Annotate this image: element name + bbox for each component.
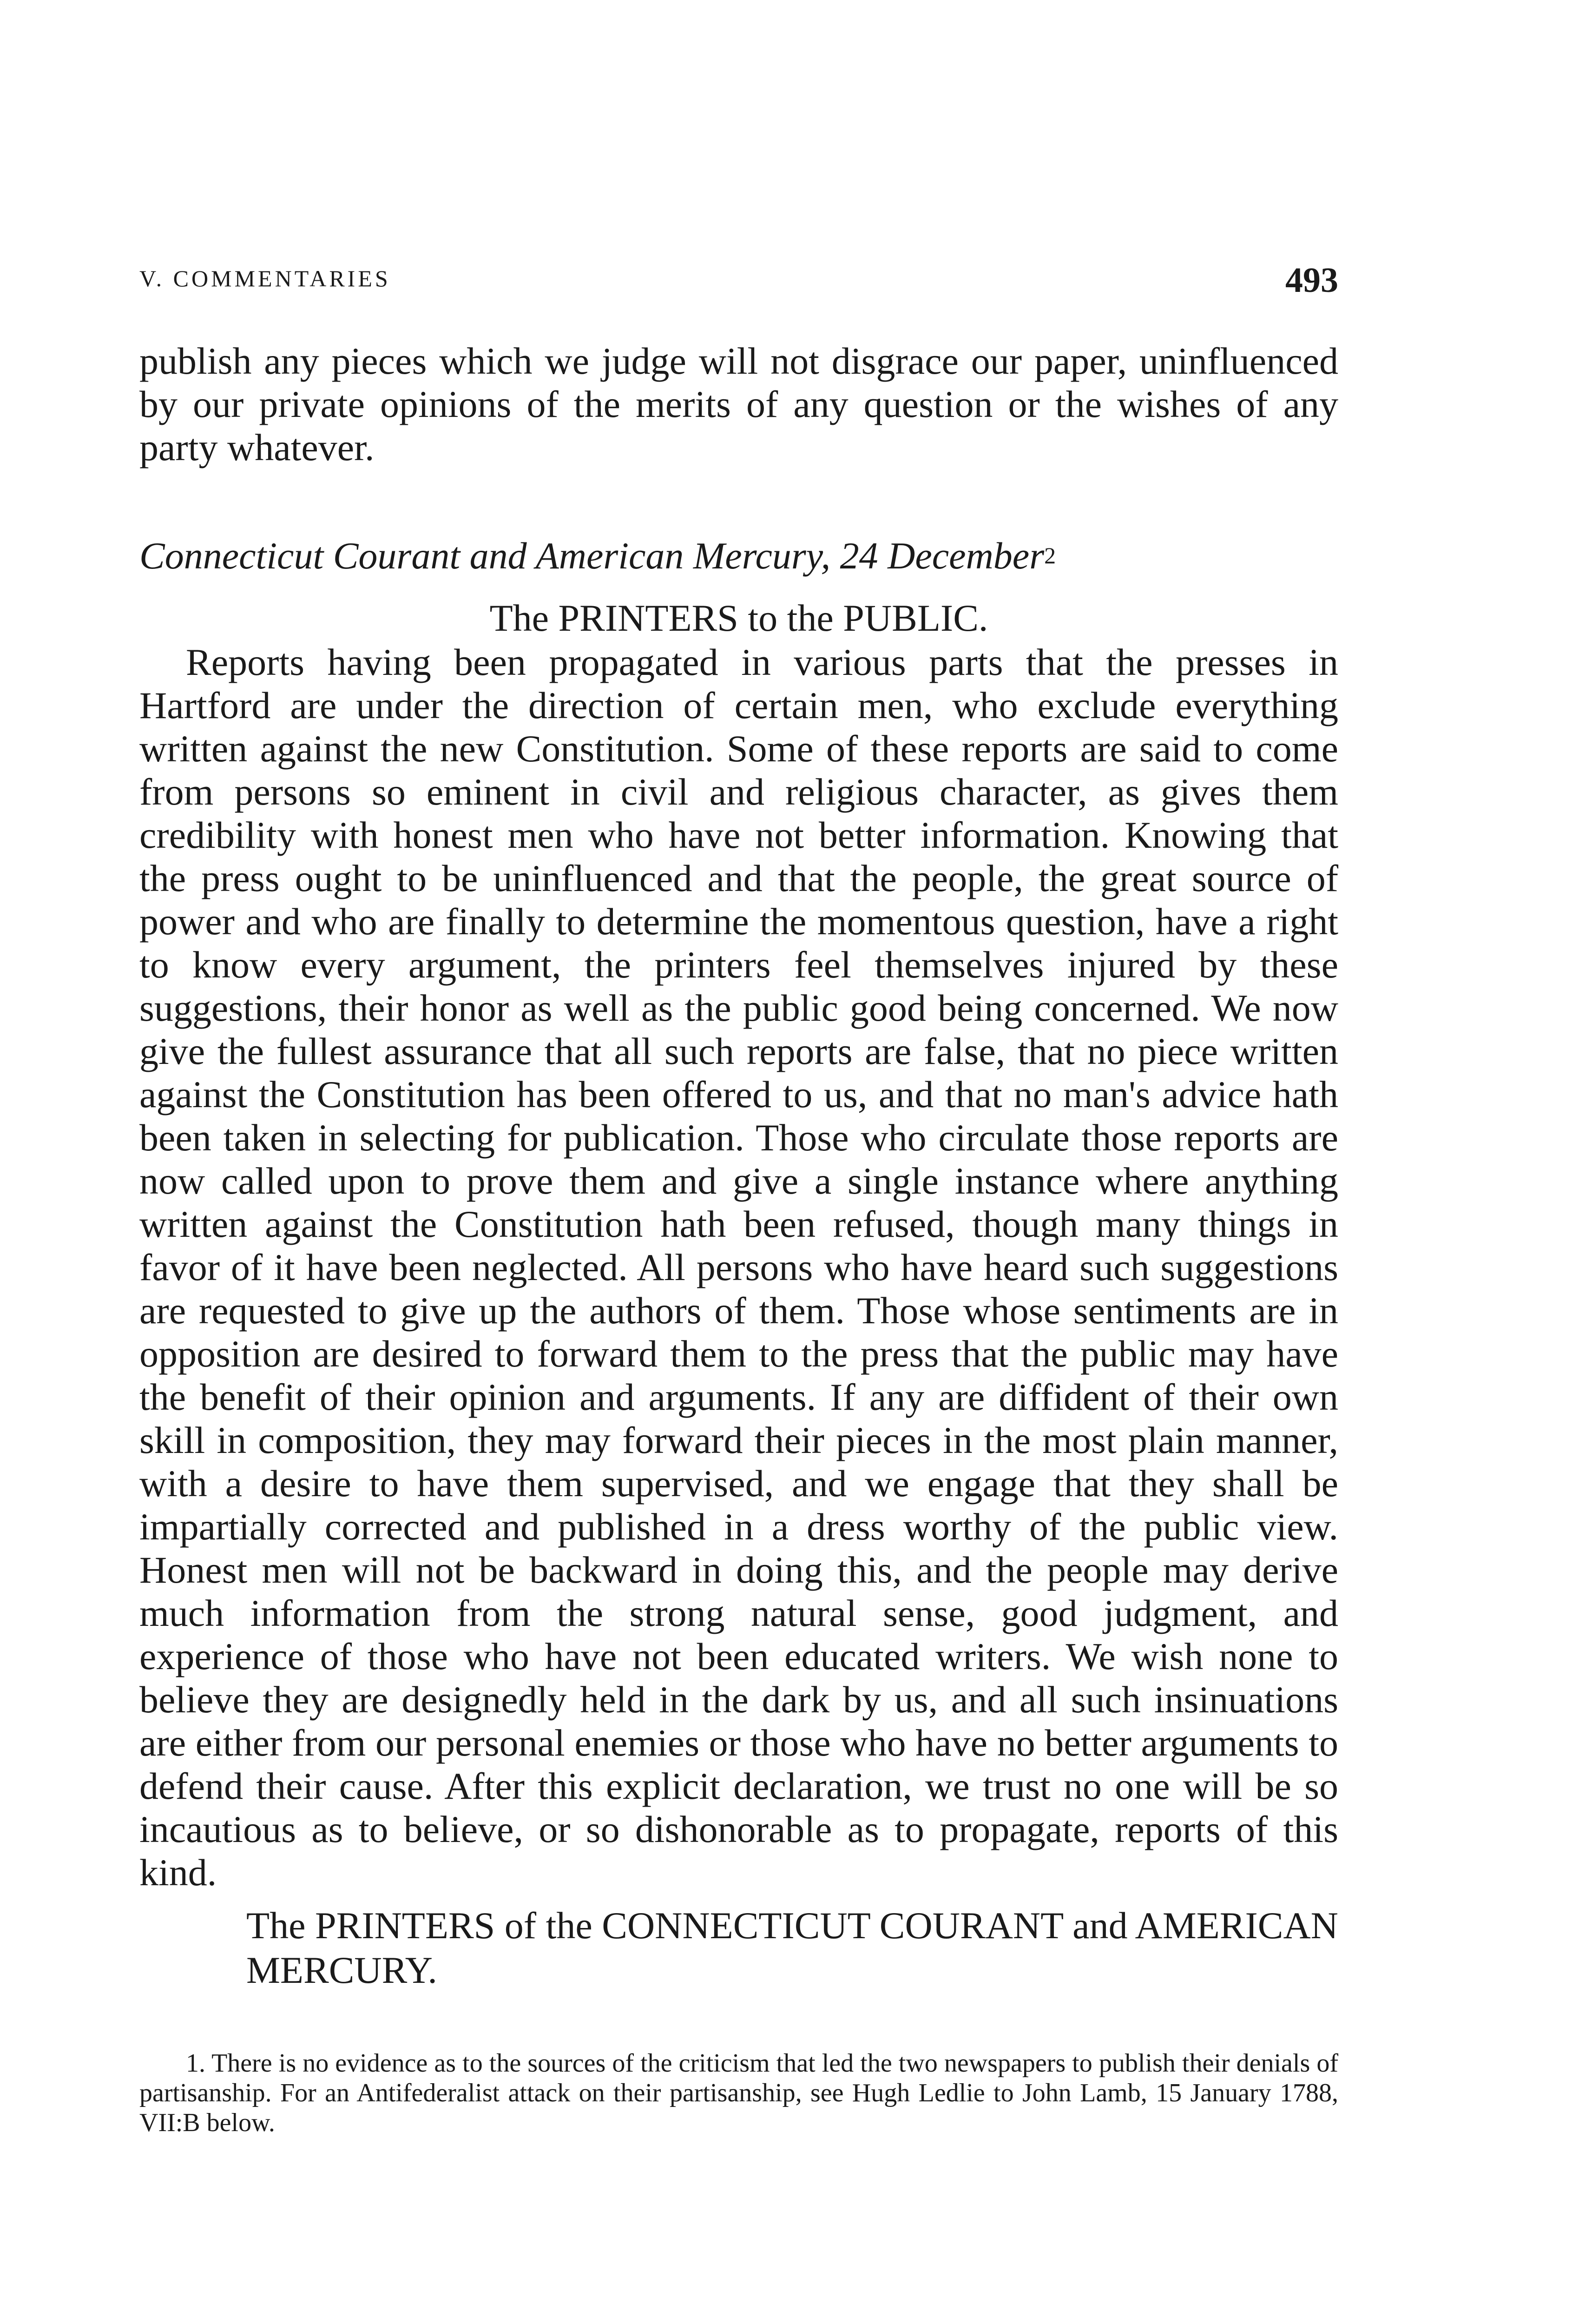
- article-body: Reports having been propagated in various parts that the presses in Hartford are under the direction of certain men, who exclude everything written against the new Constitution. Some of these reports are said to come from persons so eminent in civil and religious character, as gives them credibility with honest men who have not better information. Knowing that the press ought to be uninfluenced and that the people, the great source of power and who are finally to determine the momentous question, have a right to know every argument, the printers feel themselves injured by these suggestions, their honor as well as the public good being concerned. We now give the fullest assurance that all such reports are false, that no piece written against the Constitution has been offered to us, and that no man's advice hath been taken in selecting for publication. Those who circulate those reports are now called upon to prove them and give a single instance where anything written against the Constitution hath been refused, though many things in favor of it have been neglected. All persons who have heard such suggestions are requested to give up the authors of them. Those whose sentiments are in opposition are desired to forward them to the press that the public may have the benefit of their opinion and arguments. If any are diffident of their own skill in composition, they may forward their pieces in the most plain manner, with a desire to have them supervised, and we engage that they shall be impartially corrected and published in a dress worthy of the public view. Honest men will not be backward in doing this, and the people may derive much information from the strong natural sense, good judgment, and experience of those who have not been educated writers. We wish none to believe they are designedly held in the dark by us, and all such insinuations are either from our personal enemies or those who have no better arguments to defend their cause. After this explicit declaration, we trust no one will be so incautious as to believe, or so dishonorable as to propagate, reports of this kind.: [139, 641, 1338, 1894]
- note-reference: 2: [1044, 542, 1056, 568]
- page-number: 493: [1285, 261, 1338, 300]
- page-content: [139, 339, 1338, 2138]
- continuation-paragraph: publish any pieces which we judge will not disgrace our paper, uninfluenced by our private opinions of the merits of any question or the wishes of any party whatever.: [139, 340, 1338, 469]
- article-headline: The PRINTERS to the PUBLIC.: [489, 597, 988, 639]
- footnote: 1. There is no evidence as to the sources of the criticism that led the two newspapers to publish their denials of partisanship. For an Antifederalist attack on their partisanship, see Hugh Ledlie to John Lamb, 15 January 1788, VII:B below.: [139, 2049, 1338, 2137]
- source-title: Connecticut Courant and American Mercury, 24 December: [139, 535, 1045, 577]
- article-signature: The PRINTERS of the CONNECTICUT COURANT and AMERICAN MERCURY.: [246, 1904, 1338, 1991]
- running-head: V. COMMENTARIES: [139, 265, 391, 291]
- page-header: [139, 260, 1338, 302]
- source-line: [139, 534, 1338, 577]
